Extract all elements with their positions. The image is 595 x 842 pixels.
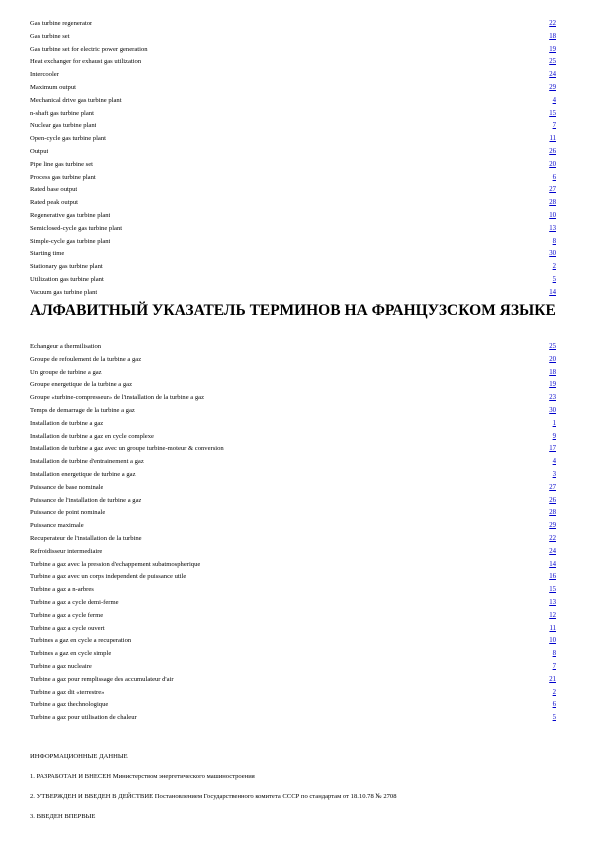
- term-label: Output: [30, 147, 49, 155]
- term-number-link[interactable]: 27: [549, 483, 556, 491]
- index-row: [30, 236, 556, 249]
- term-number-link[interactable]: 6: [552, 701, 556, 709]
- term-number-link[interactable]: 14: [549, 288, 556, 296]
- term-number-link[interactable]: 23: [549, 394, 556, 402]
- french-index-heading: АЛФАВИТНЫЙ УКАЗАТЕЛЬ ТЕРМИНОВ НА ФРАНЦУЗСКОМ ЯЗЫКЕ: [30, 302, 556, 319]
- index-row: [30, 507, 556, 520]
- term-label: Installation energetique de turbine a gaz: [30, 470, 136, 478]
- term-number-link[interactable]: 28: [549, 199, 556, 207]
- english-term-index: [30, 18, 556, 300]
- term-label: Turbine a gaz pour remplissage des accumulateur d'air: [30, 675, 174, 683]
- term-number-link[interactable]: 12: [549, 611, 556, 619]
- term-number-link[interactable]: 11: [549, 135, 556, 143]
- term-label: Installation de turbine a gaz avec un groupe turbine-moteur & conversion: [30, 445, 224, 453]
- term-label: Gas turbine set for electric power generation: [30, 45, 148, 53]
- french-term-index: [30, 341, 556, 725]
- term-number-link[interactable]: 17: [549, 445, 556, 453]
- term-label: Vacuum gas turbine plant: [30, 288, 98, 296]
- term-number-link[interactable]: 6: [552, 173, 556, 181]
- index-row: [30, 274, 556, 287]
- index-row: [30, 354, 556, 367]
- term-number-link[interactable]: 16: [549, 573, 556, 581]
- term-number-link[interactable]: 5: [552, 275, 556, 283]
- term-number-link[interactable]: 21: [549, 675, 556, 683]
- term-label: Puissance de l'installation de turbine a gaz: [30, 496, 142, 504]
- term-label: Open-cycle gas turbine plant: [30, 135, 106, 143]
- term-number-link[interactable]: 24: [549, 71, 556, 79]
- term-label: Puissance de point nominale: [30, 509, 106, 517]
- index-row: [30, 584, 556, 597]
- index-row: [30, 120, 556, 133]
- index-row: [30, 469, 556, 482]
- term-number-link[interactable]: 10: [549, 211, 556, 219]
- index-row: [30, 482, 556, 495]
- term-label: Turbines a gaz en cycle a recuperation: [30, 637, 132, 645]
- term-number-link[interactable]: 2: [552, 688, 556, 696]
- index-row: [30, 184, 556, 197]
- term-number-link[interactable]: 19: [549, 45, 556, 53]
- index-row: [30, 443, 556, 456]
- term-number-link[interactable]: 25: [549, 343, 556, 350]
- term-number-link[interactable]: 25: [549, 58, 556, 66]
- info-item-1: 1. РАЗРАБОТАН И ВНЕСЕН Министерством энергетического машиностроения: [30, 773, 255, 780]
- term-label: Rated peak output: [30, 199, 78, 207]
- term-number-link[interactable]: 10: [549, 637, 556, 645]
- term-number-link[interactable]: 11: [549, 624, 556, 632]
- term-number-link[interactable]: 13: [549, 598, 556, 606]
- term-label: Turbine a gaz dit «terrestre»: [30, 688, 105, 696]
- index-row: [30, 392, 556, 405]
- term-number-link[interactable]: 1: [552, 419, 556, 427]
- term-label: Installation de turbine d'entrainement a gaz: [30, 458, 144, 466]
- info-item-2: 2. УТВЕРЖДЕН И ВВЕДЕН В ДЕЙСТВИЕ Постановлением Государственного комитета СССР по стандартам от 18.10.78 № 2708: [30, 793, 397, 800]
- index-row: [30, 210, 556, 223]
- index-row: [30, 56, 556, 69]
- term-number-link[interactable]: 2: [552, 263, 556, 271]
- term-label: Gas turbine regenerator: [30, 20, 93, 27]
- term-number-link[interactable]: 8: [552, 650, 556, 658]
- index-row: [30, 341, 556, 354]
- term-number-link[interactable]: 4: [552, 96, 556, 104]
- index-row: [30, 674, 556, 687]
- term-label: Intercooler: [30, 71, 59, 79]
- term-number-link[interactable]: 18: [549, 32, 556, 40]
- term-label: Turbine a gaz a cycle demi-ferme: [30, 598, 119, 606]
- index-row: [30, 635, 556, 648]
- term-number-link[interactable]: 27: [549, 186, 556, 194]
- term-number-link[interactable]: 30: [549, 406, 556, 414]
- term-number-link[interactable]: 4: [552, 458, 556, 466]
- index-row: [30, 495, 556, 508]
- term-number-link[interactable]: 3: [552, 470, 556, 478]
- term-label: Semiclosed-cycle gas turbine plant: [30, 224, 123, 232]
- term-label: Turbine a gaz nucleaire: [30, 662, 92, 670]
- index-row: [30, 146, 556, 159]
- term-number-link[interactable]: 29: [549, 522, 556, 530]
- term-label: Gas turbine set: [30, 32, 70, 40]
- term-label: n-shaft gas turbine plant: [30, 109, 94, 117]
- term-label: Mechanical drive gas turbine plant: [30, 96, 122, 104]
- term-label: Heat exchanger for exhaust gas utilization: [30, 58, 142, 66]
- term-label: Echangeur a thermilisation: [30, 343, 102, 350]
- term-label: Turbine a gaz a cycle ferme: [30, 611, 104, 619]
- term-number-link[interactable]: 18: [549, 368, 556, 376]
- index-row: [30, 418, 556, 431]
- index-row: [30, 571, 556, 584]
- term-number-link[interactable]: 29: [549, 83, 556, 91]
- term-label: Turbine a gaz avec la pression d'echappement subatmospherique: [30, 560, 201, 568]
- term-label: Starting time: [30, 250, 65, 258]
- term-number-link[interactable]: 7: [552, 662, 556, 670]
- index-row: [30, 661, 556, 674]
- term-label: Process gas turbine plant: [30, 173, 96, 181]
- term-label: Turbine a gaz avec un corps independent de puissance utile: [30, 573, 187, 581]
- index-row: [30, 159, 556, 172]
- term-label: Turbine a gaz a cycle ouvert: [30, 624, 105, 632]
- term-label: Turbine a gaz a n-arbres: [30, 586, 94, 594]
- term-number-link[interactable]: 28: [549, 509, 556, 517]
- term-label: Simple-cycle gas turbine plant: [30, 237, 111, 245]
- term-label: Turbine a gaz pour utilisation de chaleur: [30, 714, 137, 722]
- term-label: Temps de demarrage de la turbine a gaz: [30, 406, 135, 414]
- term-label: Rated base output: [30, 186, 78, 194]
- index-row: [30, 95, 556, 108]
- index-row: [30, 546, 556, 559]
- term-number-link[interactable]: 15: [549, 109, 556, 117]
- index-row: [30, 287, 556, 300]
- index-row: [30, 172, 556, 185]
- term-number-link[interactable]: 8: [552, 237, 556, 245]
- index-row: [30, 559, 556, 572]
- term-number-link[interactable]: 26: [549, 147, 556, 155]
- term-label: Pipe line gas turbine set: [30, 160, 93, 168]
- index-row: [30, 261, 556, 274]
- term-label: Groupe «turbine-compresseur» de l'installation de la turbine a gaz: [30, 394, 205, 402]
- index-row: [30, 31, 556, 44]
- term-number-link[interactable]: 22: [549, 20, 556, 27]
- term-label: Groupe energetique de la turbine a gaz: [30, 381, 133, 389]
- term-number-link[interactable]: 26: [549, 496, 556, 504]
- term-number-link[interactable]: 22: [549, 534, 556, 542]
- index-row: [30, 712, 556, 725]
- term-label: Turbines a gaz en cycle simple: [30, 650, 112, 658]
- term-number-link[interactable]: 14: [549, 560, 556, 568]
- index-row: [30, 597, 556, 610]
- term-label: Turbine a gaz thechnologique: [30, 701, 109, 709]
- index-row: [30, 379, 556, 392]
- index-row: [30, 69, 556, 82]
- term-number-link[interactable]: 24: [549, 547, 556, 555]
- index-row: [30, 687, 556, 700]
- index-row: [30, 456, 556, 469]
- index-row: [30, 648, 556, 661]
- term-number-link[interactable]: 19: [549, 381, 556, 389]
- term-label: Groupe de refoulement de la turbine a gaz: [30, 355, 142, 363]
- index-row: [30, 610, 556, 623]
- index-row: [30, 18, 556, 31]
- index-row: [30, 431, 556, 444]
- index-row: [30, 520, 556, 533]
- term-label: Stationary gas turbine plant: [30, 263, 103, 271]
- term-number-link[interactable]: 20: [549, 160, 556, 168]
- term-number-link[interactable]: 30: [549, 250, 556, 258]
- term-number-link[interactable]: 13: [549, 224, 556, 232]
- term-number-link[interactable]: 20: [549, 355, 556, 363]
- term-label: Installation de turbine a gaz: [30, 419, 104, 427]
- index-row: [30, 82, 556, 95]
- term-label: Un groupe de turbine a gaz: [30, 368, 102, 376]
- index-row: [30, 133, 556, 146]
- index-row: [30, 623, 556, 636]
- index-row: [30, 223, 556, 236]
- index-row: [30, 197, 556, 210]
- term-label: Utilization gas turbine plant: [30, 275, 104, 283]
- info-title: ИНФОРМАЦИОННЫЕ ДАННЫЕ: [30, 753, 128, 760]
- term-label: Regenerative gas turbine plant: [30, 211, 111, 219]
- term-label: Refroidisseur intermediaire: [30, 547, 103, 555]
- term-label: Recuperateur de l'installation de la turbine: [30, 534, 142, 542]
- index-row: [30, 367, 556, 380]
- term-label: Maximum output: [30, 83, 76, 91]
- term-label: Installation de turbine a gaz en cycle complexe: [30, 432, 154, 440]
- term-number-link[interactable]: 15: [549, 586, 556, 594]
- term-number-link[interactable]: 9: [552, 432, 556, 440]
- term-label: Nuclear gas turbine plant: [30, 122, 97, 130]
- index-row: [30, 405, 556, 418]
- index-row: [30, 248, 556, 261]
- term-label: Puissance maximale: [30, 522, 84, 530]
- index-row: [30, 44, 556, 57]
- index-row: [30, 533, 556, 546]
- term-number-link[interactable]: 7: [552, 122, 556, 130]
- term-label: Puissance de base nominale: [30, 483, 104, 491]
- term-number-link[interactable]: 5: [552, 714, 556, 722]
- index-row: [30, 108, 556, 121]
- info-item-3: 3. ВВЕДЕН ВПЕРВЫЕ: [30, 813, 96, 820]
- index-row: [30, 699, 556, 712]
